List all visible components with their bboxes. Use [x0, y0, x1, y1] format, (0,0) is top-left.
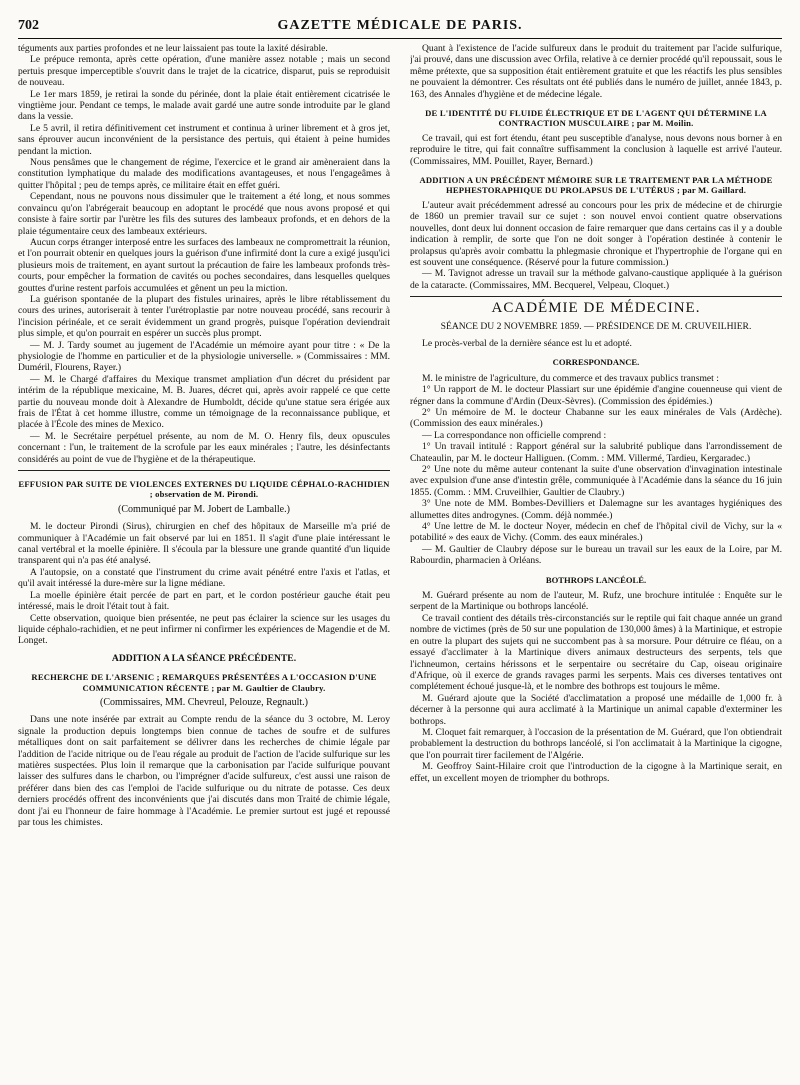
- paragraph: 3° Une note de MM. Bombes-Devilliers et Dalemagne sur les avantages hygiéniques des allumettes dites androgynes. (Comm. déjà nommée.): [410, 498, 782, 521]
- academy-heading: ACADÉMIE DE MÉDECINE.: [491, 300, 701, 317]
- journal-title: GAZETTE MÉDICALE DE PARIS.: [277, 18, 523, 33]
- paragraph: Quant à l'existence de l'acide sulfureux dans le produit du traitement par l'acide sulfurique, j'ai prouvé, dans une discussion avec Orfila, relative à ce dernier procédé qu'il repoussait, sous le même prétexte, que sa supposition était entièrement gratuite et que les réactifs les plus sensibles ne pouvaient la démontrer. Ces résultats ont été publiés dans le numéro de juillet, année 1843, p. 163, des Annales d'hygiène et de médecine légale.: [410, 43, 782, 100]
- paragraph: Le 5 avril, il retira définitivement cet instrument et continua à uriner librement et à gros jet, sans éprouver aucun inconvénient de la persistance des pertuis, qui étaient à peine humides pendant la miction.: [18, 122, 390, 157]
- paragraph: M. Guérard ajoute que la Société d'acclimatation a proposé une médaille de 1,000 fr. à décerner à la personne qui aura acclimaté à la Martinique un animal capable d'exterminer les bothrops.: [410, 692, 782, 727]
- paragraph: 2° Une note du même auteur contenant la suite d'une observation d'invagination intestinale avec expulsion d'une anse d'intestin grêle, communiquée à l'Académie dans la séance du 16 juin 1855. (Comm. : MM. Cruveilhier, Gaultier de Claubry.): [410, 464, 782, 498]
- paragraph: Le procès-verbal de la dernière séance est lu et adopté.: [422, 337, 632, 349]
- paragraph: La moelle épinière était percée de part en part, et le cordon postérieur gauche était peu intéressé, mais le droit l'était tout à fait.: [18, 589, 390, 613]
- paragraph: — M. le Chargé d'affaires du Mexique transmet ampliation d'un décret du président par intérim de la république mexicaine, M. B. Juares, décret qui, après avoir rappelé ce que cette partie du nouveau monde doit à Alexandre de Humboldt, décide qu'une statue sera érigée aux frais de l'État à cet homme illustre, comme un témoignage de la reconnaissance publique, et placée à l'École des mines de Mexico.: [18, 373, 390, 431]
- paragraph: Dans une note insérée par extrait au Compte rendu de la séance du 3 octobre, M. Leroy signale la production depuis longtemps bien connue de taches de soufre et de sulfures métalliques dont on sait parfaitement se délivrer dans les recherches de chimie légale par l'addition de l'acide nitrique ou de l'eau régale au produit de l'action de l'acide sulfurique sur les matières suspectées. Plus loin il remarque que la carbonisation par l'acide sulfurique pouvant laisser des sulfures dans le charbon, ou l'imprégner d'acide sulfureux, c'est aussi une raison de préférer dans bien des cas l'emploi de l'acide sulfurique ou du nitrate de potasse. Ces deux derniers procédés offrent des inconvénients que j'ai discutés dans mon Traité de chimie légale, dont j'ai eu l'honneur de faire hommage à l'Académie. Le premier surtout est jugé et repoussé par tous les chimistes.: [18, 714, 390, 828]
- right-column: [410, 43, 782, 1083]
- paragraph: 1° Un travail intitulé : Rapport général sur la salubrité publique dans l'arrondissement de Chateaulin, par M. le docteur Halliguen. (Comm. : MM. Villermé, Tardieu, Kergaradec.): [410, 441, 782, 464]
- section-heading: RECHERCHE DE L'ARSENIC ; REMARQUES PRÉSENTÉES A L'OCCASION D'UNE COMMUNICATION RÉCENTE ; par M. Gaultier de Claubry.: [31, 672, 377, 693]
- session-heading: SÉANCE DU 2 NOVEMBRE 1859. — PRÉSIDENCE DE M. CRUVEILHIER.: [440, 320, 752, 332]
- page-header: [18, 16, 782, 39]
- subsection-heading: CORRESPONDANCE.: [552, 357, 640, 368]
- section-heading: EFFUSION PAR SUITE DE VIOLENCES EXTERNES DU LIQUIDE CÉPHALO-RACHIDIEN ; observation de M. Pirondi.: [18, 479, 390, 500]
- section-heading: ADDITION A LA SÉANCE PRÉCÉDENTE.: [111, 652, 297, 664]
- paragraph: 1° Un rapport de M. le docteur Plassiart sur une épidémie d'angine couenneuse qui vient de régner dans la commune d'Ardin (Deux-Sèvres). (Commission des épidémies.): [410, 384, 782, 407]
- paragraph: Ce travail contient des détails très-circonstanciés sur le reptile qui fait chaque année un grand nombre de victimes (près de 50 sur une population de 130,000 âmes) à la Martinique, et estropie en outre la plupart des sujets qui ne succombent pas à sa morsure. Pour détruire ce fléau, on a essayé d'acclimater à la Martinique divers animaux destructeurs des serpents, tels que l'ichneumon, certains hérissons et le serpentaire ou secrétaire du Cap, oiseau originaire d'Afrique, où il exerce de grands ravages parmi les serpents. Mais ces diverses tentatives ont complétement échoué jusque-là, et le nombre des bothrops est toujours le même.: [410, 612, 782, 693]
- commissioners: (Commissaires, MM. Chevreul, Pelouze, Regnault.): [99, 696, 309, 708]
- paragraph: — M. Gaultier de Claubry dépose sur le bureau un travail sur les eaux de la Loire, par M. Rabourdin, pharmacien à Orléans.: [410, 543, 782, 567]
- paragraph: — M. J. Tardy soumet au jugement de l'Académie un mémoire ayant pour titre : « De la physiologie de l'homme en particulier et de la physiologie universelle. » (Commissaires : MM. Duméril, Flourens, Rayer.): [18, 339, 390, 374]
- paragraph: Le 1er mars 1859, je retirai la sonde du périnée, dont la plaie était entièrement cicatrisée le vingtième jour. Pendant ce temps, le malade avait gardé une autre sonde introduite par le gland dans la vessie.: [18, 88, 390, 123]
- paragraph: Cette observation, quoique bien présentée, ne peut pas éclairer la science sur les usages du liquide céphalo-rachidien, et ne peut infirmer ni confirmer les expériences de Magendie et de M. Longet.: [18, 612, 390, 647]
- section-heading: DE L'IDENTITÉ DU FLUIDE ÉLECTRIQUE ET DE L'AGENT QUI DÉTERMINE LA CONTRACTION MUSCULAIRE ; par M. Moilin.: [425, 108, 767, 129]
- paragraph: téguments aux parties profondes et ne leur laissaient pas toute la laxité désirable.: [18, 43, 328, 54]
- subsection-heading: BOTHROPS LANCÉOLÉ.: [545, 574, 647, 585]
- communicated-by: (Communiqué par M. Jobert de Lamballe.): [118, 503, 290, 515]
- paragraph: La guérison spontanée de la plupart des fistules urinaires, après le libre rétablissement du cours des urines, autoriserait à tenter l'urétroplastie par notre nouveau procédé, sans recourir à l'incision périnéale, et ce serait évidemment un grand progrès, puisque l'opération deviendrait plus simple, et qu'on pourrait en espérer un succès plus prompt.: [18, 293, 390, 340]
- paragraph: M. Cloquet fait remarquer, à l'occasion de la présentation de M. Guérard, que l'on obtiendrait probablement la destruction du bothrops lancéolé, si l'on acclimatait à la Martinique la cigogne, que l'on pourrait tirer facilement de l'Algérie.: [410, 726, 782, 761]
- paragraph: Cependant, nous ne pouvons nous dissimuler que le traitement a été long, et nous sommes convaincu qu'on l'abrégerait beaucoup en adoptant le procédé que nous avons proposé et qui consiste à faire sortir par l'urètre les fils des sutures des lambeaux profonds, et en dehors de la plaie tégumentaire ceux des lambeaux extérieurs.: [18, 191, 390, 237]
- divider: [18, 470, 390, 471]
- paragraph: 4° Une lettre de M. le docteur Noyer, médecin en chef de l'hôpital civil de Vichy, sur la « potabilité » des eaux de Vichy. (Comm. des eaux minérales.): [410, 521, 782, 544]
- two-column-body: [18, 43, 782, 1083]
- paragraph: M. Guérard présente au nom de l'auteur, M. Rufz, une brochure intitulée : Enquête sur le serpent de la Martinique ou bothrops lancéolé.: [410, 590, 782, 613]
- page-number: 702: [18, 18, 39, 33]
- paragraph: M. le docteur Pirondi (Sirus), chirurgien en chef des hôpitaux de Marseille m'a prié de communiquer à l'Académie un fait observé par lui en 1851. Il s'agit d'une plaie intéressant le canal vertébral et la moelle épinière. Il s'écoula par la blessure une grande quantité d'un liquide transparent qui n'a pas été analysé.: [18, 521, 390, 567]
- paragraph: Nous pensâmes que le changement de régime, l'exercice et le grand air amèneraient dans la constitution lymphatique du malade des modifications avantageuses, et nous l'engageâmes à quitter l'hôpital ; peu de temps après, ce militaire était en effet guéri.: [18, 157, 390, 191]
- paragraph: Aucun corps étranger interposé entre les surfaces des lambeaux ne compromettrait la réunion, et l'on pourrait obtenir en quelques jours la guérison d'une infirmité dont la cure a exigé jusqu'ici plusieurs mois de traitement, en ayant surtout la précaution de faire les lambeaux profonds très-courts, pour empêcher la formation de cavités ou poches secondaires, dans lesquelles quelques gouttes d'urine restent parfois accumulées et gênent un peu la miction.: [18, 236, 390, 294]
- paragraph: — La correspondance non officielle comprend :: [422, 429, 607, 441]
- paragraph: 2° Un mémoire de M. le docteur Chabanne sur les eaux minérales de Vals (Ardèche). (Commission des eaux minérales.): [410, 406, 782, 430]
- divider: [410, 296, 782, 297]
- paragraph: — M. Tavignot adresse un travail sur la méthode galvano-caustique appliquée à la guérison de la cataracte. (Commissaires, MM. Becquerel, Velpeau, Cloquet.): [410, 268, 782, 291]
- paragraph: L'auteur avait précédemment adressé au concours pour les prix de médecine et de chirurgie de 1860 un premier travail sur ce sujet : son nouvel envoi contient quatre observations nouvelles, dont deux lui donnent occasion de faire remarquer que dans certains cas il y a double indication à remplir, de sorte que l'on ne doit songer à l'opération destinée à contenir le prolapsus qu'après avoir combattu la phlegmasie chronique et l'hypertrophie de l'organe qui en est souvent une conséquence. (Réservé pour la future commission.): [410, 199, 782, 268]
- section-heading: ADDITION A UN PRÉCÉDENT MÉMOIRE SUR LE TRAITEMENT PAR LA MÉTHODE HEPHESTORAPHIQUE DU PROLAPSUS DE L'UTÉRUS ; par M. Gaillard.: [419, 175, 773, 196]
- paragraph: Ce travail, qui est fort étendu, étant peu susceptible d'analyse, nous devons nous borner à en reproduire le titre, qui fait connaître suffisamment la conclusion à laquelle est arrivé l'auteur. (Commissaires, MM. Pouillet, Rayer, Bernard.): [410, 132, 782, 167]
- paragraph: A l'autopsie, on a constaté que l'instrument du crime avait pénétré entre l'axis et l'atlas, et qu'il avait intéressé la dure-mère sur la ligne médiane.: [18, 566, 390, 590]
- paragraph: — M. le Secrétaire perpétuel présente, au nom de M. O. Henry fils, deux opuscules concernant : l'un, le traitement de la scrofule par les eaux minérales ; l'autre, les désinfectants considérés au point de vue de l'hygiène et de la thérapeutique.: [18, 430, 390, 465]
- paragraph: M. Geoffroy Saint-Hilaire croit que l'introduction de la cigogne à la Martinique serait, en effet, un excellent moyen de triompher du bothrops.: [410, 761, 782, 784]
- paragraph: M. le ministre de l'agriculture, du commerce et des travaux publics transmet :: [422, 372, 719, 384]
- left-column: [18, 43, 390, 1083]
- paragraph: Le prépuce remonta, après cette opération, d'une manière assez notable ; mais un second pertuis presque imperceptible s'ouvrit dans le trajet de la cicatrice, disparut, puis se reproduisit de nouveau.: [18, 54, 390, 89]
